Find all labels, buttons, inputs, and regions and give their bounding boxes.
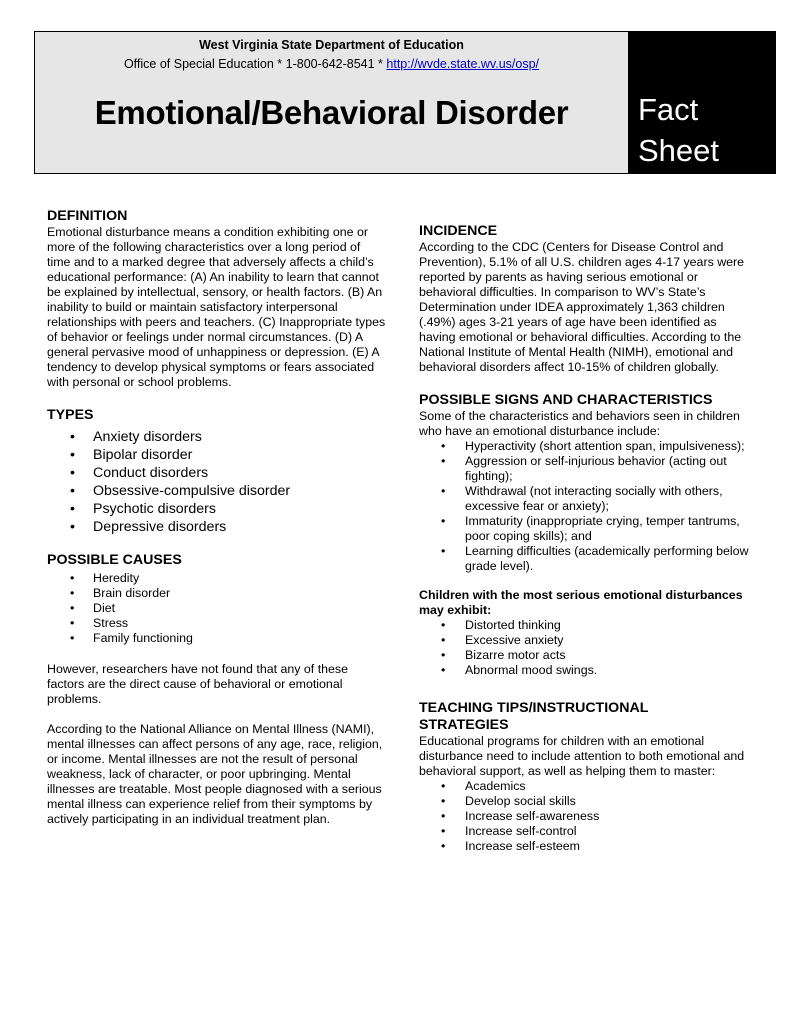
list-item: • Stress — [93, 616, 387, 631]
list-item: • Depressive disorders — [93, 518, 387, 536]
list-item: • Bipolar disorder — [93, 446, 387, 464]
types-list — [47, 428, 387, 536]
causes-note: However, researchers have not found that any of these factors are the direct cause of behavioral or emotional problems. — [47, 662, 348, 706]
left-column — [47, 208, 387, 827]
list-item: • Immaturity (inappropriate crying, temper tantrums, poor coping skills); and — [465, 514, 749, 544]
right-column — [419, 223, 749, 854]
office-contact-line — [35, 57, 628, 71]
list-item: • Anxiety disorders — [93, 428, 387, 446]
causes-heading: POSSIBLE CAUSES — [47, 552, 182, 568]
list-item: • Psychotic disorders — [93, 500, 387, 518]
list-item: • Hyperactivity (short attention span, impulsiveness); — [465, 439, 749, 454]
list-item: • Heredity — [93, 571, 387, 586]
teaching-heading: TEACHING TIPS/INSTRUCTIONAL STRATEGIES — [419, 700, 649, 733]
office-contact-text: Office of Special Education * 1-800-642-8541 * — [123, 57, 387, 71]
causes-list — [47, 571, 387, 646]
list-item: • Increase self-esteem — [465, 839, 749, 854]
list-item: • Increase self-awareness — [465, 809, 749, 824]
list-item: • Brain disorder — [93, 586, 387, 601]
organization-name: West Virginia State Department of Education — [199, 38, 464, 52]
incidence-text: According to the CDC (Centers for Disease Control and Prevention), 5.1% of all U.S. children ages 4-17 years were reported by parents as having serious emotional or behavioral difficulties. In comparison to WV’s State’s Determination under IDEA approximately 1,363 children (.49%) ages 3-21 years of age have been identified as having emotional or behavioral difficulties. According to the National Institute of Mental Health (NIMH), emotional and behavioral disorders affect 10-15% of children globally. — [419, 240, 745, 374]
serious-list — [419, 618, 749, 678]
signs-heading: POSSIBLE SIGNS AND CHARACTERISTICS — [419, 392, 713, 408]
teaching-list — [419, 779, 749, 854]
types-heading: TYPES — [47, 407, 94, 423]
list-item: • Develop social skills — [465, 794, 749, 809]
serious-heading: Children with the most serious emotional disturbances may exhibit: — [419, 588, 743, 617]
incidence-heading: INCIDENCE — [419, 223, 498, 239]
list-item: • Diet — [93, 601, 387, 616]
list-item: • Withdrawal (not interacting socially with others, excessive fear or anxiety); — [465, 484, 749, 514]
list-item: • Learning difficulties (academically performing below grade level). — [465, 544, 749, 574]
teaching-intro: Educational programs for children with an emotional disturbance need to include attention to both emotional and behavioral support, as well as helping them to master: — [419, 734, 745, 778]
list-item: • Increase self-control — [465, 824, 749, 839]
fact-sheet-badge-line1: Fact — [638, 92, 699, 127]
list-item: • Abnormal mood swings. — [465, 663, 749, 678]
list-item: • Bizarre motor acts — [465, 648, 749, 663]
list-item: • Conduct disorders — [93, 464, 387, 482]
signs-list — [419, 439, 749, 574]
definition-heading: DEFINITION — [47, 208, 128, 224]
list-item: • Academics — [465, 779, 749, 794]
signs-intro: Some of the characteristics and behaviors seen in children who have an emotional disturbance include: — [419, 409, 740, 438]
list-item: • Aggression or self-injurious behavior (acting out fighting); — [465, 454, 749, 484]
header-text-area — [35, 32, 628, 173]
fact-sheet-badge — [628, 32, 776, 173]
list-item: • Distorted thinking — [465, 618, 749, 633]
fact-sheet-badge-line2: Sheet — [638, 133, 720, 168]
website-link[interactable]: http://wvde.state.wv.us/osp/ — [386, 57, 540, 71]
document-title: Emotional/Behavioral Disorder — [94, 94, 569, 131]
definition-text: Emotional disturbance means a condition exhibiting one or more of the following characteristics over a long period of time and to a marked degree that adversely affects a child’s educational performance: (A) An inability to learn that cannot be explained by intellectual, sensory, or health factors. (B) An inability to build or maintain satisfactory interpersonal relationships with peers and teachers. (C) Inappropriate types of behavior or feelings under normal circumstances. (D) A general pervasive mood of unhappiness or depression. (E) A tendency to develop physical symptoms or fears associated with personal or school problems. — [47, 225, 386, 389]
list-item: • Family functioning — [93, 631, 387, 646]
list-item: • Obsessive-compulsive disorder — [93, 482, 387, 500]
nami-paragraph: According to the National Alliance on Mental Illness (NAMI), mental illnesses can affect persons of any age, race, religion, or income. Mental illnesses are not the result of personal weakness, lack of character, or poor upbringing. Mental illnesses are treatable. Most people diagnosed with a serious mental illness can experience relief from their symptoms by actively participating in an individual treatment plan. — [47, 722, 383, 826]
list-item: • Excessive anxiety — [465, 633, 749, 648]
header-banner — [34, 31, 776, 174]
